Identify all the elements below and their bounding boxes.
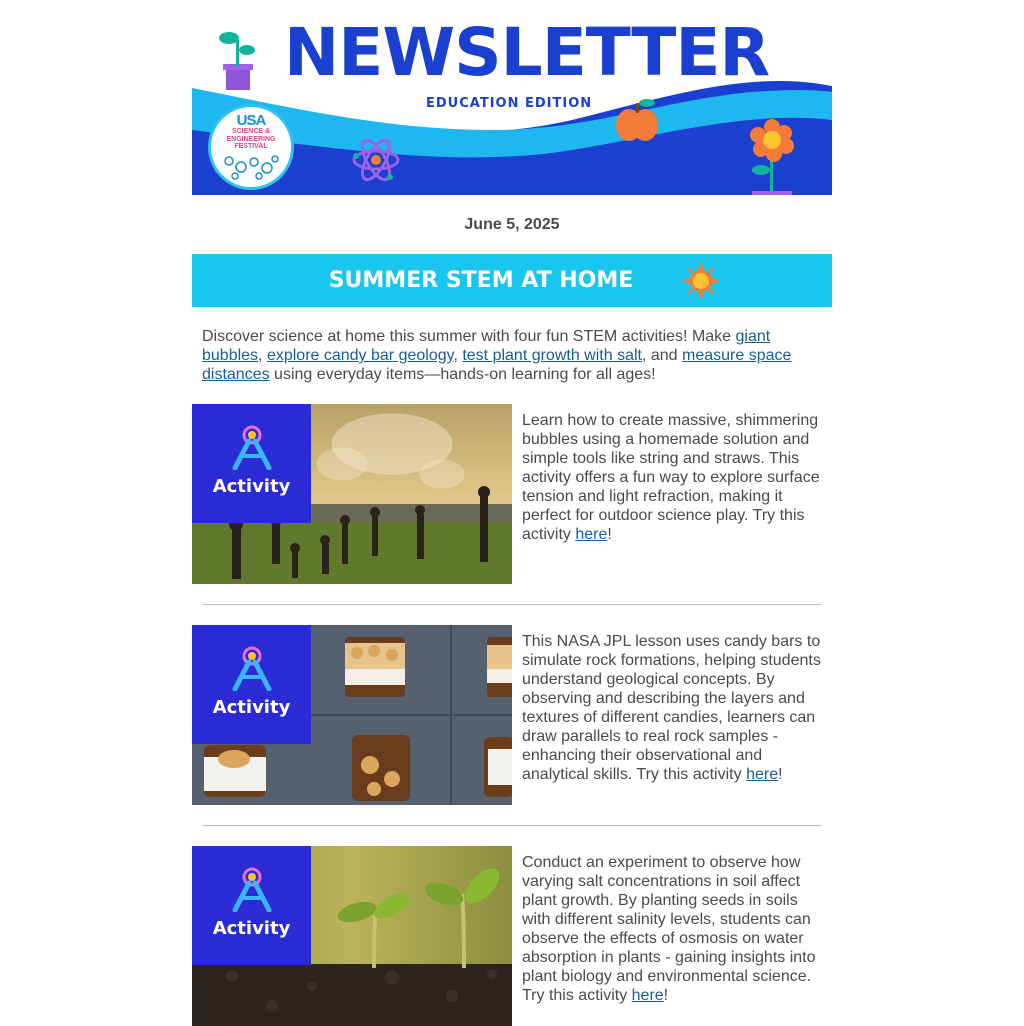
intro-text: Discover science at home this summer with four fun STEM activities! Make [202,328,736,345]
section-title: SUMMER STEM AT HOME [328,268,634,293]
intro-paragraph [192,327,832,384]
newsletter-title: NEWSLETTER [284,14,770,91]
activity-here-link[interactable]: here [746,766,779,783]
intro-separator: , and [641,347,682,364]
atom-icon [350,132,402,188]
activity-badge-label: Activity [212,476,291,497]
candy-geology-link[interactable]: explore candy bar geology [266,347,454,364]
activity-text: This NASA JPL lesson uses candy bars to simulate rock formations, helping students understand geological concepts. By observing and describing the layers and textures of different candies, learners can draw parallels to real rock samples - enhancing their observational and analytical skills. Try this activity [522,633,821,783]
activity-text: Learn how to create massive, shimmering bubbles using a homemade solution and simple tools like string and straws. This activity offers a fun way to explore surface tension and light refraction, making it perfect for outdoor science play. Try this activity [522,412,820,543]
sprout-pot-icon [217,28,257,92]
logo-text: USA [236,111,266,129]
activity-bubbles [192,404,832,584]
activity-text-end: ! [663,987,669,1004]
sun-icon [682,262,720,300]
space-distances-link[interactable]: measure space distances [202,347,792,383]
activity-badge [192,846,311,965]
activity-description [512,404,832,584]
seedlings-photo[interactable] [192,846,512,1026]
compass-icon [231,866,273,912]
section-banner [192,254,832,307]
festival-logo[interactable] [208,104,294,190]
activity-here-link[interactable]: here [631,987,664,1004]
activity-here-link[interactable]: here [575,526,608,543]
activity-badge [192,625,311,744]
activity-plant-salt [192,846,832,1026]
intro-separator: , [258,347,267,364]
issue-date: June 5, 2025 [464,216,560,233]
logo-science-icons [221,153,281,181]
activity-badge-label: Activity [212,697,291,718]
activity-text: Conduct an experiment to observe how varying salt concentrations in soil affect plant growth. By planting seeds in soils with different salinity levels, students can observe the effects of osmosis on water absorption in plants - gaining insights into plant biology and environmental science. Try this activity [522,854,816,1004]
activity-description [512,846,832,1026]
activity-text-end: ! [778,766,783,783]
activity-badge-label: Activity [212,918,291,939]
compass-icon [231,424,273,470]
giant-bubbles-photo[interactable] [192,404,512,584]
intro-separator: , [453,347,463,364]
compass-icon [231,645,273,691]
activity-description [512,625,832,805]
newsletter-email [192,0,832,1026]
apple-icon [615,95,661,143]
giant-bubbles-link[interactable]: giant bubbles [202,328,771,364]
flower-icon [748,118,796,195]
logo-subtext: SCIENCE & ENGINEERING FESTIVAL [226,127,276,151]
activity-text-end: ! [607,526,612,543]
newsletter-header [192,0,832,195]
activity-candy-geology [192,625,832,805]
edition-label: EDUCATION EDITION [426,96,593,111]
candy-bar-photo[interactable] [192,625,512,805]
activity-badge [192,404,311,523]
divider [202,825,822,826]
divider [202,604,822,605]
plant-salt-link[interactable]: test plant growth with salt [462,347,642,364]
intro-text-end: using everyday items—hands-on learning for all ages! [269,366,656,383]
